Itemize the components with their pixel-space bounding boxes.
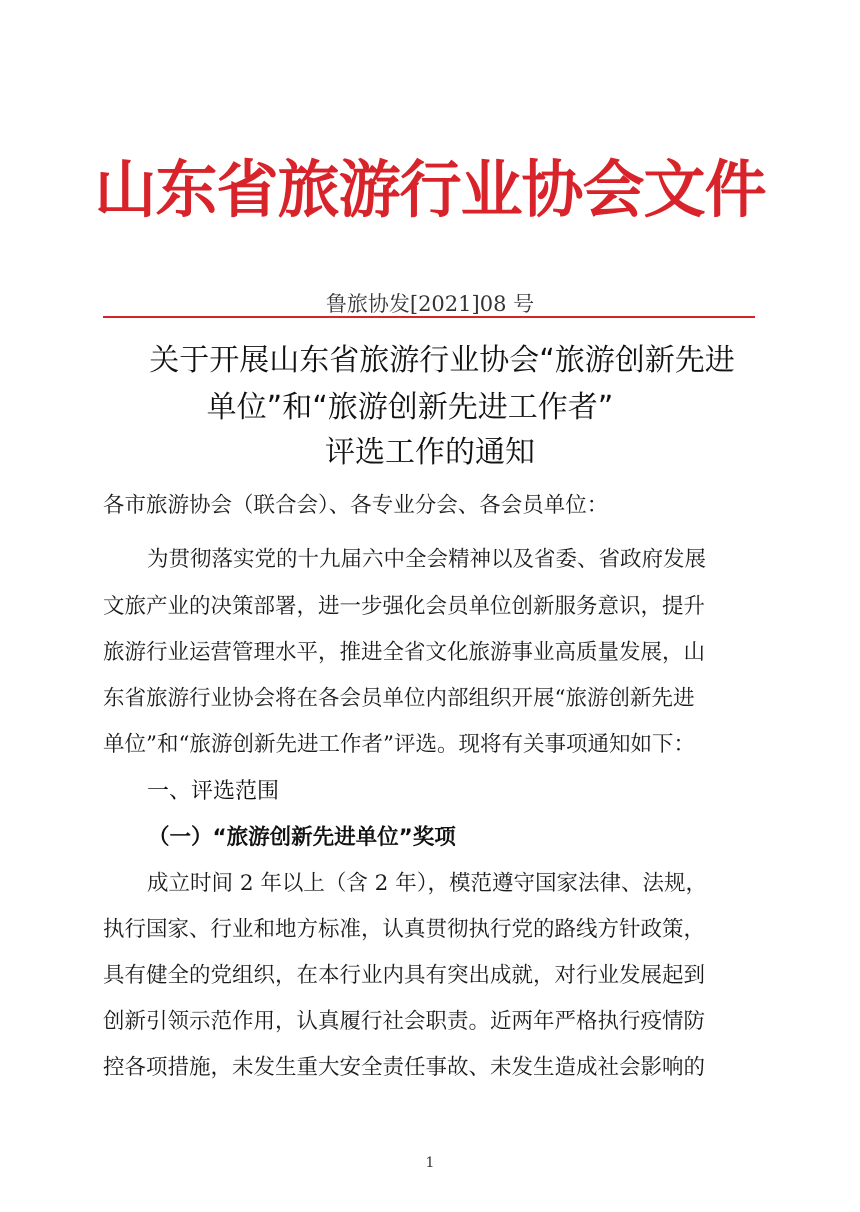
intro-paragraph-line: 单位”和“旅游创新先进工作者”评选。现将有关事项通知如下： bbox=[103, 732, 695, 757]
notice-title-line-1: 关于开展山东省旅游行业协会“旅游创新先进 bbox=[149, 343, 735, 378]
page-number: 1 bbox=[425, 1155, 435, 1171]
document-number: 鲁旅协发[2021]08 号 bbox=[325, 292, 535, 316]
notice-title-line-3: 评选工作的通知 bbox=[325, 435, 535, 470]
salutation: 各市旅游协会（联合会）、各专业分会、各会员单位： bbox=[103, 493, 609, 518]
body-paragraph-line: 创新引领示范作用，认真履行社会职责。近两年严格执行疫情防 bbox=[103, 1009, 706, 1034]
section-heading: 一、评选范围 bbox=[147, 779, 280, 804]
body-paragraph-line: 成立时间 2 年以上（含 2 年），模范遵守国家法律、法规， bbox=[147, 871, 707, 896]
intro-paragraph-line: 为贯彻落实党的十九届六中全会精神以及省委、省政府发展 bbox=[147, 547, 707, 572]
body-paragraph-line: 具有健全的党组织，在本行业内具有突出成就，对行业发展起到 bbox=[103, 963, 706, 988]
intro-paragraph-line: 文旅产业的决策部署，进一步强化会员单位创新服务意识，提升 bbox=[103, 594, 706, 619]
subsection-heading: （一）“旅游创新先进单位”奖项 bbox=[148, 825, 456, 850]
document-letterhead: 山东省旅游行业协会文件 bbox=[94, 153, 766, 226]
red-divider-line bbox=[103, 316, 755, 318]
body-paragraph-line: 执行国家、行业和地方标准，认真贯彻执行党的路线方针政策， bbox=[103, 917, 706, 942]
intro-paragraph-line: 东省旅游行业协会将在各会员单位内部组织开展“旅游创新先进 bbox=[103, 686, 695, 711]
intro-paragraph-line: 旅游行业运营管理水平，推进全省文化旅游事业高质量发展，山 bbox=[103, 640, 706, 665]
notice-title-line-2: 单位”和“旅游创新先进工作者” bbox=[206, 390, 614, 425]
body-paragraph-line: 控各项措施，未发生重大安全责任事故、未发生造成社会影响的 bbox=[103, 1055, 706, 1080]
